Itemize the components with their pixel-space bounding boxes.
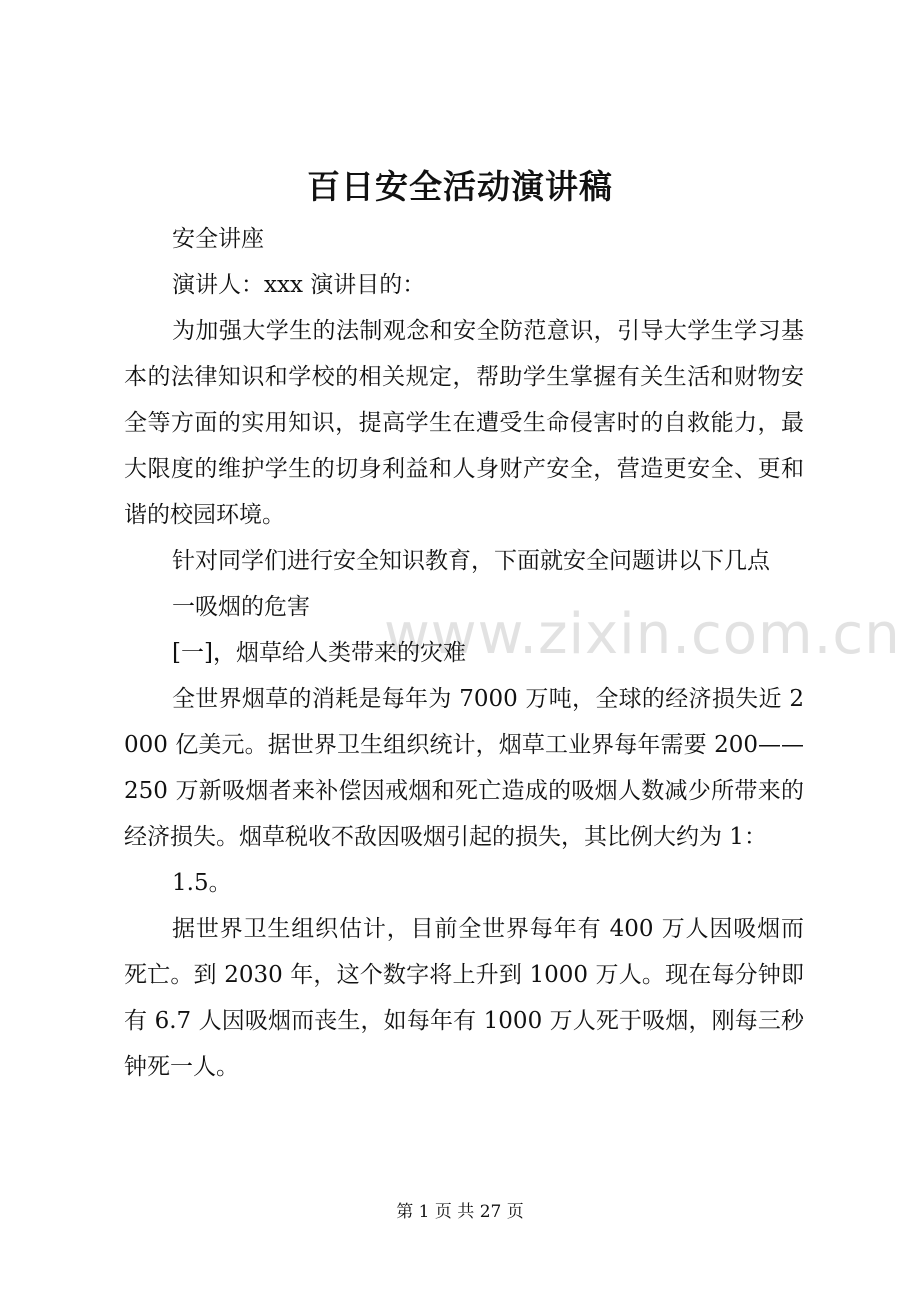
paragraph-ratio: 1.5。 — [172, 870, 232, 896]
document-title: 百日安全活动演讲稿 — [307, 167, 613, 206]
subsection-heading: [一]，烟草给人类带来的灾难 — [172, 640, 466, 666]
section-heading: 一吸烟的危害 — [172, 594, 310, 620]
paragraph-subtitle: 安全讲座 — [172, 226, 264, 252]
page-footer: 第 1 页 共 27 页 — [396, 1202, 524, 1222]
watermark: www.zixin.com.cn — [384, 602, 901, 667]
paragraph-consumption: 全世界烟草的消耗是每年为 7000 万吨，全球的经济损失近 2000 亿美元。据世界卫生组织统计，烟草工业界每年需要 200——250 万新吸烟者来补偿因戒烟和死亡造成的吸烟人数减少所带来的经济损失。烟草税收不敌因吸烟引起的损失，其比例大约为 1： — [124, 686, 804, 850]
document-body — [124, 216, 804, 1090]
paragraph-deaths: 据世界卫生组织估计，目前全世界每年有 400 万人因吸烟而死亡。到 2030 年，这个数字将上升到 1000 万人。现在每分钟即有 6.7 人因吸烟而丧生，如每年有 1000 万人死于吸烟，刚每三秒钟死一人。 — [124, 916, 804, 1080]
paragraph-intro: 针对同学们进行安全知识教育，下面就安全问题讲以下几点 — [172, 548, 770, 574]
paragraph-purpose: 为加强大学生的法制观念和安全防范意识，引导大学生学习基本的法律知识和学校的相关规定，帮助学生掌握有关生活和财物安全等方面的实用知识，提高学生在遭受生命侵害时的自救能力，最大限度的维护学生的切身利益和人身财产安全，营造更安全、更和谐的校园环境。 — [124, 318, 804, 528]
paragraph-speaker: 演讲人：xxx 演讲目的： — [172, 272, 426, 298]
